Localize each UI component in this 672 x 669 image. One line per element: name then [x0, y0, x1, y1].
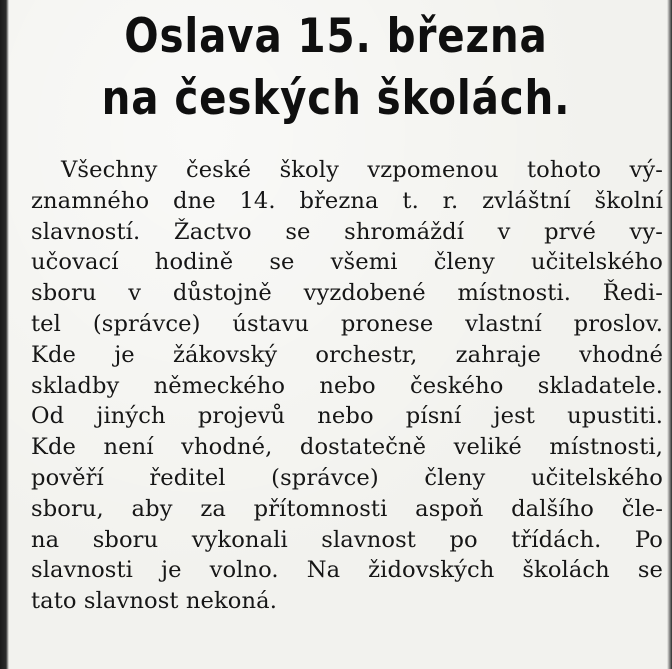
- headline-line-1: Oslava 15. března: [124, 9, 548, 64]
- article-body: [31, 155, 663, 617]
- body-line: tato slavnost nekoná.: [31, 588, 277, 615]
- body-line: skladby německého nebo českého skladatele.: [31, 372, 663, 399]
- body-line: sboru v důstojně vyzdobené místnosti. Ředi-: [31, 280, 663, 307]
- body-line: Od jiných projevů nebo písní jest upustiti.: [31, 403, 663, 430]
- column-rule: [0, 0, 9, 669]
- body-line: Všechny české školy vzpomenou tohoto vý-: [61, 157, 663, 183]
- page-edge-shadow: [667, 0, 672, 669]
- body-line: na sboru vykonali slavnost po třídách. Po: [31, 526, 663, 553]
- article-headline: [47, 6, 625, 130]
- body-line: pověří ředitel (správce) členy učitelského: [31, 464, 663, 491]
- body-line: slavností. Žactvo se shromáždí v prvé vy-: [31, 218, 663, 245]
- body-line: znamného dne 14. března t. r. zvláštní školní: [31, 187, 663, 214]
- body-line: učovací hodině se všemi členy učitelského: [31, 249, 663, 276]
- body-line: slavnosti je volno. Na židovských školách se: [31, 557, 663, 584]
- body-line: Kde je žákovský orchestr, zahraje vhodné: [31, 341, 663, 368]
- body-line: tel (správce) ústavu pronese vlastní proslov.: [31, 310, 663, 337]
- body-line: Kde není vhodné, dostatečně veliké místnosti,: [31, 434, 663, 461]
- body-line: sboru, aby za přítomnosti aspoň dalšího čle-: [31, 495, 663, 522]
- headline-line-2: na českých školách.: [101, 71, 571, 126]
